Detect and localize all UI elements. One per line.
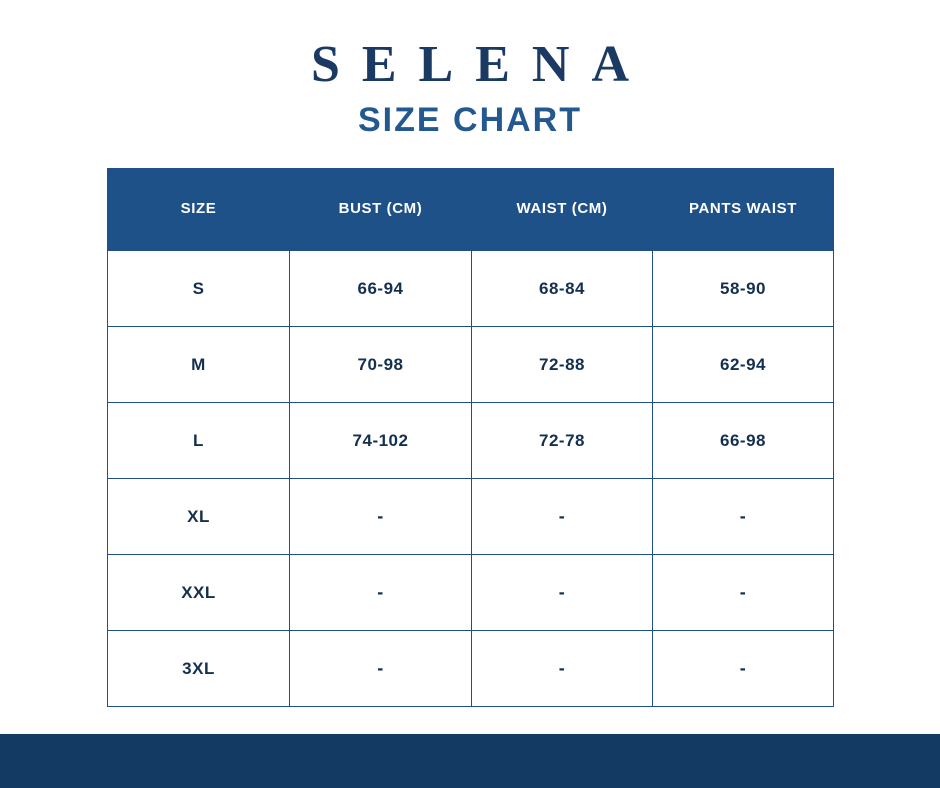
cell-bust: 74-102 [290, 403, 472, 479]
cell-bust: 70-98 [290, 327, 472, 403]
cell-bust: - [290, 555, 472, 631]
cell-waist: - [472, 631, 653, 707]
cell-waist: 72-88 [472, 327, 653, 403]
cell-size: XXL [108, 555, 290, 631]
cell-pants-waist: - [653, 631, 834, 707]
column-header-waist: WAIST (CM) [472, 169, 653, 251]
cell-size: S [108, 251, 290, 327]
cell-size: L [108, 403, 290, 479]
cell-pants-waist: 62-94 [653, 327, 834, 403]
table-row [108, 479, 834, 555]
footer-bar [0, 734, 940, 788]
table-row [108, 327, 834, 403]
table-row [108, 403, 834, 479]
table-header-row [108, 169, 834, 251]
cell-size: 3XL [108, 631, 290, 707]
column-header-pants-waist: PANTS WAIST [653, 169, 834, 251]
table-body [108, 251, 834, 707]
cell-waist: 72-78 [472, 403, 653, 479]
page-subtitle: SIZE CHART [358, 101, 582, 140]
cell-size: XL [108, 479, 290, 555]
cell-waist: - [472, 479, 653, 555]
column-header-size: SIZE [108, 169, 290, 251]
cell-waist: - [472, 555, 653, 631]
cell-bust: 66-94 [290, 251, 472, 327]
cell-pants-waist: 58-90 [653, 251, 834, 327]
size-chart-table-wrapper [107, 168, 833, 707]
size-chart-table [107, 168, 834, 707]
cell-pants-waist: - [653, 555, 834, 631]
cell-waist: 68-84 [472, 251, 653, 327]
cell-size: M [108, 327, 290, 403]
brand-title: SELENA [310, 36, 652, 93]
cell-bust: - [290, 631, 472, 707]
table-row [108, 251, 834, 327]
table-row [108, 631, 834, 707]
cell-pants-waist: 66-98 [653, 403, 834, 479]
cell-bust: - [290, 479, 472, 555]
column-header-bust: BUST (CM) [290, 169, 472, 251]
cell-pants-waist: - [653, 479, 834, 555]
table-header [108, 169, 834, 251]
table-row [108, 555, 834, 631]
